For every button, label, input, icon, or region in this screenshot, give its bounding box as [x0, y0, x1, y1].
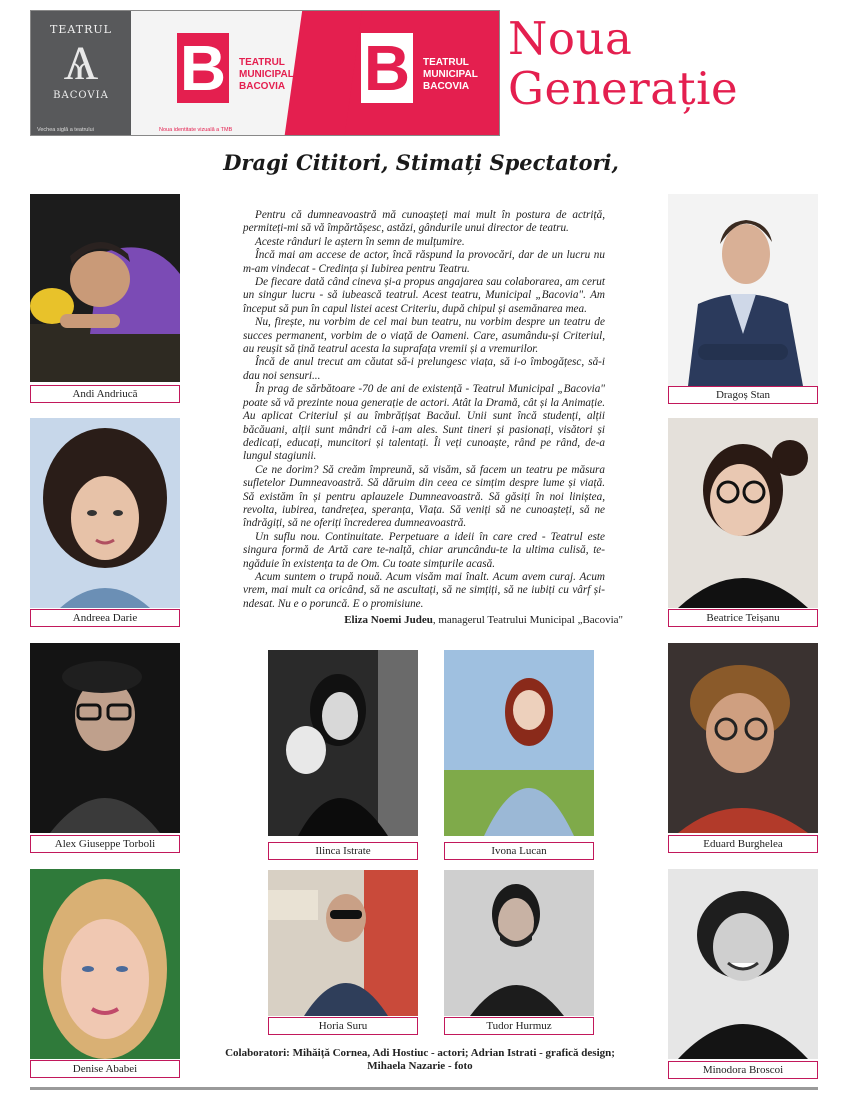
bottom-divider [30, 1087, 818, 1090]
actor-name-label: Alex Giuseppe Torboli [30, 835, 180, 853]
letter-paragraph: Acum suntem o trupă nouă. Acum visăm mai înalt. Acum avem curaj. Acum vrem, mai mult ca oricând, să ne ascultați, să ne simțiți, să ne iubiți cu vârf și-ndesat. Nu e o poruncă. E o promisiune. [243, 570, 605, 610]
actor-name-label: Ilinca Istrate [268, 842, 418, 860]
letter-paragraph: Aceste rânduri le aștern în semn de mulțumire. [255, 235, 465, 248]
tmb-logo-inverse-icon: B [361, 33, 413, 103]
actor-name-label: Horia Suru [268, 1017, 418, 1035]
actor-portrait-image [668, 418, 818, 608]
actor-portrait-image [444, 870, 594, 1016]
actor-photo-andi-andriuca [30, 194, 180, 382]
tmb-logo-text: TEATRUL MUNICIPAL BACOVIA [239, 57, 294, 92]
actor-photo-ivona-lucan [444, 650, 594, 836]
header-banner [30, 10, 500, 136]
tmb-logo-inverse-text: TEATRUL MUNICIPAL BACOVIA [423, 57, 478, 92]
actor-portrait-image [30, 643, 180, 833]
actor-name-label: Ivona Lucan [444, 842, 594, 860]
greeting-title: Dragi Cititori, Stimați Spectatori, [223, 150, 619, 175]
collaborators-line-2: Mihaela Nazarie - foto [367, 1060, 473, 1072]
letter-paragraph: Pentru că dumneavoastră mă cunoașteți mai mult în postura de actriță, permiteți-mi să vă împărtășesc, astăzi, gândurile unui director de teatru. [243, 209, 605, 235]
letter-paragraph: Un suflu nou. Continuitate. Perpetuare a ideii în care cred - Teatrul este singura formă de Artă care te-nalță, chiar aruncându-te la ultima culisă, te-ngăduie în existența ta de Om. Cu toate simțurile acasă. [243, 530, 605, 570]
actor-photo-horia-suru [268, 870, 418, 1016]
actor-photo-ilinca-istrate [268, 650, 418, 836]
signature-name: Eliza Noemi Judeu [344, 614, 433, 626]
old-theatre-logo [39, 23, 123, 101]
letter-paragraph: Încă de anul trecut am căutat să-i prelungesc viața, să i-o îmbogățesc, să-i dau noi sensuri... [243, 356, 605, 382]
actor-portrait-image [444, 650, 594, 836]
collaborators-credit [180, 1047, 660, 1073]
old-logo-bottom-text: BACOVIA [53, 90, 109, 101]
actor-photo-dragos-stan [668, 194, 818, 386]
old-logo-caption: Vechea siglă a teatrului [37, 127, 94, 133]
actor-name-label: Minodora Broscoi [668, 1061, 818, 1079]
old-logo-top-text: TEATRUL [50, 23, 112, 36]
actor-portrait-image [30, 418, 180, 608]
new-logo-caption: Noua identitate vizuală a TMB [159, 127, 233, 133]
letter-signature [243, 614, 623, 626]
actor-portrait-image [668, 194, 818, 386]
actor-photo-beatrice-teisanu [668, 418, 818, 608]
collaborators-line-1: Colaboratori: Mihăiță Cornea, Adi Hostiuc - actori; Adrian Istrati - grafică design; [225, 1047, 615, 1059]
letter-paragraph: În prag de sărbătoare -70 de ani de existență - Teatrul Municipal „Bacovia" poate să vă prezinte noua generație de actori. Atât la Dramă, cât și la Animație. Au aplicat Criteriul și au îmbrățișat Bacăul. Unii sunt încă studenți, alții băcăuani, alții sunt mândri că i-am ales. Sunt tineri și pasionați, visători și dedicați, educați, muncitori și talentați. Îi veți cunoaște, rând pe rând, de-a lungul stagiunii. [243, 383, 605, 463]
manager-letter [243, 209, 605, 611]
tmb-logo-icon: B [177, 33, 229, 103]
actor-portrait-image [268, 870, 418, 1016]
actor-photo-tudor-hurmuz [444, 870, 594, 1016]
signature-role: , managerul Teatrului Municipal „Bacovia" [432, 614, 623, 626]
actor-portrait-image [30, 869, 180, 1059]
actor-name-label: Denise Ababei [30, 1060, 180, 1078]
actor-portrait-image [30, 194, 180, 382]
letter-paragraph: Încă mai am accese de actor, încă răspund la provocări, dar de un lucru nu m-am vindecat - Credința și Iubirea pentru Teatru. [243, 249, 605, 275]
actor-photo-denise-ababei [30, 869, 180, 1059]
actor-photo-andreea-darie [30, 418, 180, 608]
actor-name-label: Tudor Hurmuz [444, 1017, 594, 1035]
actor-name-label: Andi Andriucă [30, 385, 180, 403]
actor-portrait-image [268, 650, 418, 836]
page-headline [508, 14, 738, 114]
actor-name-label: Dragoș Stan [668, 386, 818, 404]
actor-name-label: Beatrice Teișanu [668, 609, 818, 627]
actor-photo-eduard-burghelea [668, 643, 818, 833]
old-logo-mask-icon: Ѧ [63, 35, 99, 91]
actor-photo-alex-giuseppe-torboli [30, 643, 180, 833]
actor-portrait-image [668, 869, 818, 1059]
actor-name-label: Andreea Darie [30, 609, 180, 627]
actor-name-label: Eduard Burghelea [668, 835, 818, 853]
letter-paragraph: Ce ne dorim? Să creăm împreună, să visăm, să facem un teatru pe măsura sufletelor Dumneavoastră. Să dăruim din ceea ce simțim despre lume și viață. Să existăm în și pentru aplauzele Dumneavoastră. Să găsiți în noi liniștea, revolta, iubirea, tandrețea, speranța, Viața. Să veniți să ne cunoașteți, să ne îndrăgiți, să ne oferiți încrederea dumneavoastră. [243, 463, 605, 530]
headline-line-1: Noua [508, 12, 633, 65]
letter-paragraph: De fiecare dată când cineva și-a propus angajarea sau colaborarea, am cerut un singur lucru - să iubească teatrul. Acest teatru, Municipal „Bacovia". Am început să pun în capul listei acest Criteriu, după chipul și asemănarea mea. [243, 276, 605, 315]
letter-paragraph: Nu, firește, nu vorbim de cel mai bun teatru, nu vorbim despre un teatru de succes permanent, vorbim de o viață de Oameni. Care, asumându-și Criteriul, au reușit să țină teatrul acesta la suprafața vremii și a vremurilor. [243, 316, 605, 356]
actor-photo-minodora-broscoi [668, 869, 818, 1059]
headline-line-2: Generație [508, 62, 739, 115]
actor-portrait-image [668, 643, 818, 833]
